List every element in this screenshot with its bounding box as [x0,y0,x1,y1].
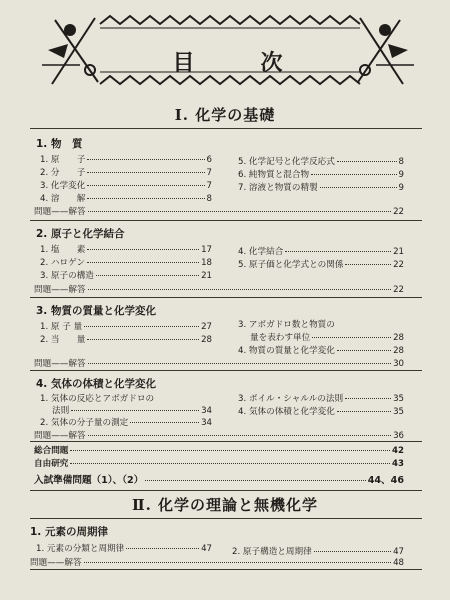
toc-entry: 量を表わす単位 28 [250,333,404,343]
toc-entry: 2. 当 量 28 [40,335,212,345]
part-2-heading: Ⅱ. 化学の理論と無機化学 [131,496,319,514]
problems-entry: 問題——解答 22 [34,207,404,217]
toc-entry: 3. 化学変化 7 [40,181,212,191]
toc-entry: 法則 34 [52,406,212,416]
title-banner [40,10,415,90]
divider [30,490,422,491]
toc-entry: 5. 化学記号と化学反応式 8 [238,157,404,167]
section-title: 3. 物質の質量と化学変化 [36,305,156,317]
part-1-heading: Ⅰ. 化学の基礎 [174,106,276,124]
toc-entry: 3. ボイル・シャルルの法則 35 [238,394,404,404]
toc-entry: 1. 原 子 6 [40,155,212,165]
toc-entry: 2. ハロゲン 18 [40,258,212,268]
section-title: 4. 気体の体積と化学変化 [36,378,156,390]
toc-entry-continued: 3. アボガドロ数と物質の [238,320,335,330]
divider [30,128,422,129]
section-title: 2. 原子と化学結合 [36,228,125,240]
toc-entry: 1. 塩 素 17 [40,245,212,255]
toc-entry: 7. 溶液と物質の精製 9 [238,183,404,193]
free-research-entry: 自由研究 43 [34,459,404,469]
problems-entry: 問題——解答 30 [34,359,404,369]
toc-entry: 2. 気体の分子量の測定 34 [40,418,212,428]
toc-entry: 6. 純物質と混合物 9 [238,170,404,180]
toc-entry: 1. 原 子 量 27 [40,322,212,332]
toc-entry: 1. 元素の分類と周期律 47 [36,544,212,554]
problems-entry: 問題——解答 48 [30,558,404,568]
toc-entry: 2. 原子構造と周期律 47 [232,547,404,557]
general-problems-entry: 総合問題 42 [34,446,404,456]
divider [30,370,422,371]
divider [30,297,422,298]
divider [30,569,422,570]
toc-entry: 4. 化学結合 21 [238,247,404,257]
toc-entry: 4. 気体の体積と化学変化 35 [238,407,404,417]
problems-entry: 問題——解答 36 [34,431,404,441]
section-title: 1. 物 質 [36,138,83,150]
divider [30,518,422,519]
toc-entry: 5. 原子価と化学式との関係 22 [238,260,404,270]
divider [30,220,422,221]
toc-entry: 2. 分 子 7 [40,168,212,178]
toc-entry: 4. 溶 解 8 [40,194,212,204]
page-title: 目 次 [172,50,305,76]
section-title: 1. 元素の周期律 [30,526,108,538]
toc-entry: 3. 原子の構造 21 [40,271,212,281]
problems-entry: 問題——解答 22 [34,285,404,295]
toc-entry: 4. 物質の質量と化学変化 28 [238,346,404,356]
entrance-exam-entry: 入試準備問題（1）、（2） 44、46 [34,475,404,486]
toc-entry-continued: 1. 気体の反応とアボガドロの [40,394,155,404]
divider [30,441,422,442]
